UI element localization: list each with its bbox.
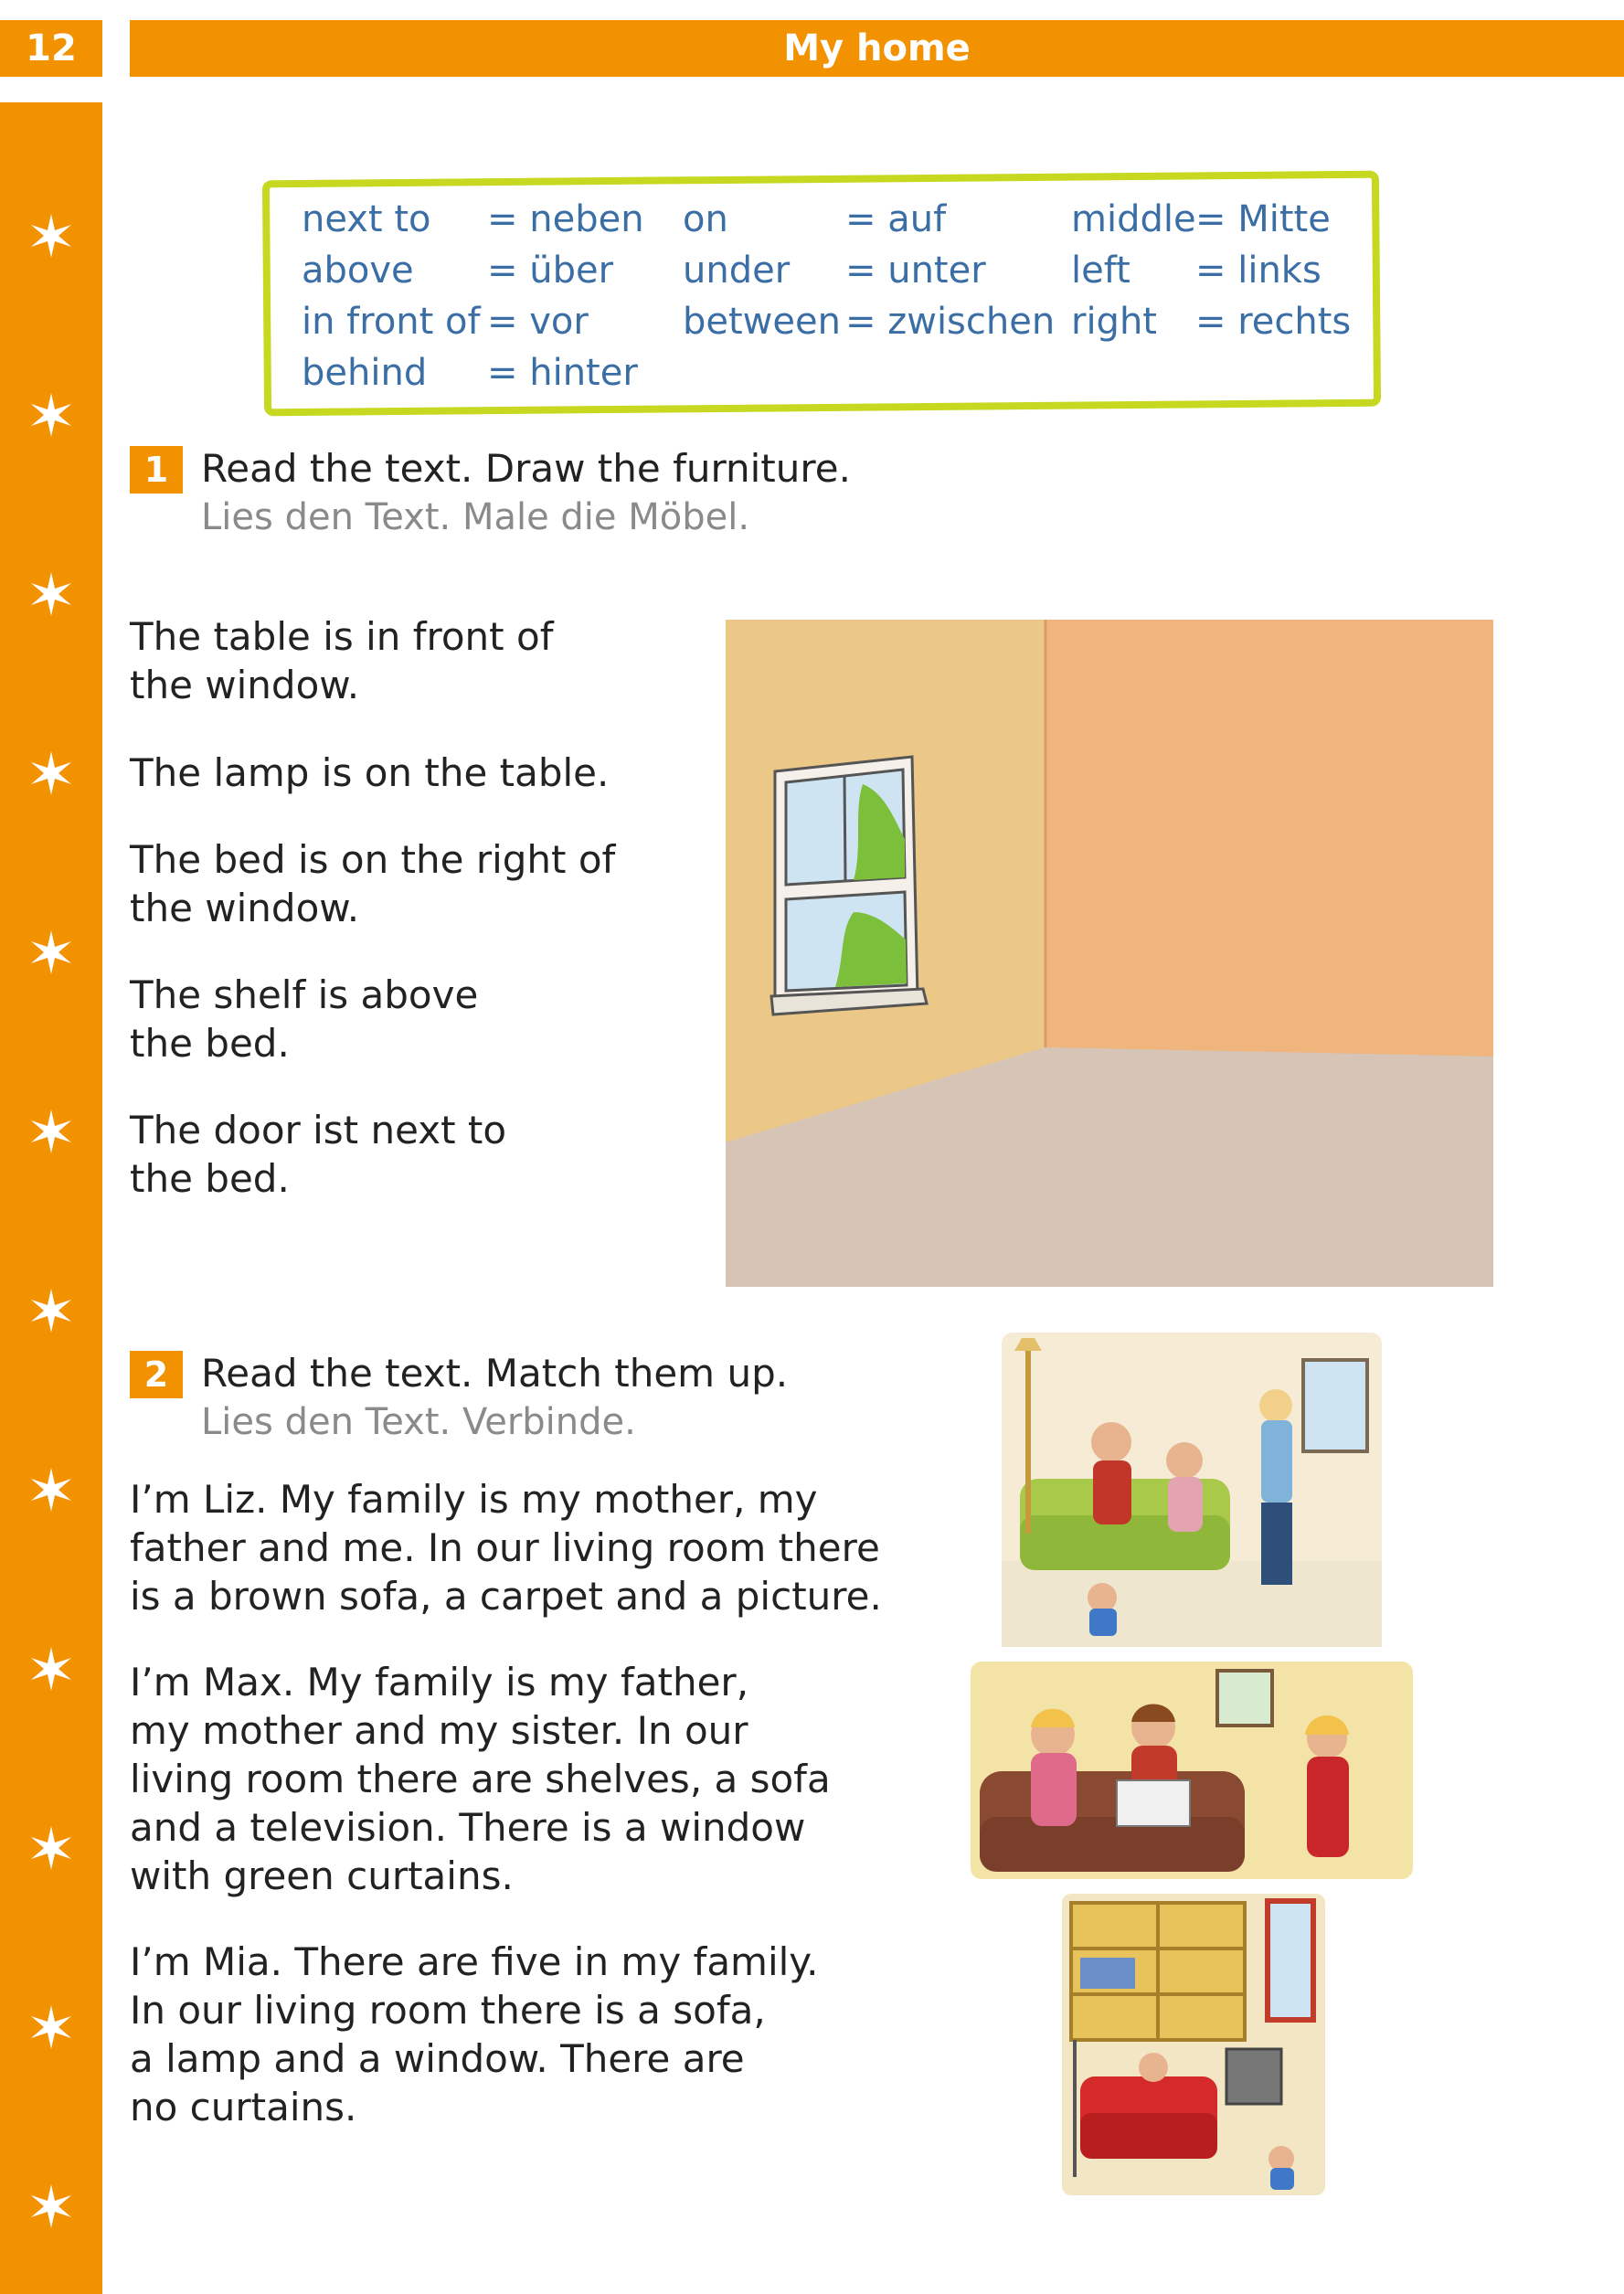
vocab-de: = rechts — [1195, 301, 1352, 343]
vocab-de: = Mitte — [1195, 198, 1331, 240]
star-icon — [26, 1643, 77, 1694]
sentence: The lamp is on the table. — [130, 750, 610, 795]
vocab-de: = zwischen — [845, 301, 1056, 343]
vocab-en: middle — [1071, 198, 1196, 240]
vocab-de: = unter — [845, 250, 986, 292]
vocab-en: above — [302, 250, 414, 292]
page-number: 12 — [0, 20, 102, 77]
vocab-en: on — [683, 198, 728, 240]
star-icon — [26, 1822, 77, 1874]
vocab-en: left — [1071, 250, 1130, 292]
sentence: The bed is on the right of the window. — [130, 837, 616, 930]
vocab-en: behind — [302, 352, 428, 394]
sentence: The table is in front of the window. — [130, 614, 554, 707]
paragraph: I’m Max. My family is my father, my mother and my sister. In our living room there are shelves, a sofa and a television. There is a window with green curtains. — [130, 1660, 831, 1898]
star-icon — [26, 210, 77, 261]
page-title: My home — [130, 20, 1624, 77]
window-icon — [771, 757, 927, 1014]
vocab-de: = über — [487, 250, 614, 292]
sentence: The door ist next to the bed. — [130, 1108, 507, 1201]
vocab-de: = links — [1195, 250, 1321, 292]
star-strip — [0, 102, 102, 2294]
star-icon — [26, 1285, 77, 1336]
star-icon — [26, 2181, 77, 2232]
paragraph: I’m Mia. There are five in my family. In our living room there is a sofa, a lamp and a window. There are no curtains. — [130, 1939, 819, 2129]
star-icon — [26, 1106, 77, 1157]
vocab-en: in front of — [302, 301, 481, 343]
vocab-en: between — [683, 301, 841, 343]
vocab-de: = neben — [487, 198, 644, 240]
task-number: 2 — [130, 1351, 183, 1398]
living-room-picture-green-sofa — [1002, 1333, 1382, 1647]
star-icon — [26, 927, 77, 978]
task-instruction-en: Read the text. Draw the furniture. — [201, 446, 851, 491]
star-icon — [26, 389, 77, 441]
star-icon — [26, 1464, 77, 1515]
vocab-en: right — [1071, 301, 1157, 343]
vocab-de: = vor — [487, 301, 589, 343]
paragraph: I’m Liz. My family is my mother, my father and me. In our living room there is a brown sofa, a carpet and a picture. — [130, 1477, 882, 1619]
vocab-en: next to — [302, 198, 431, 240]
vocab-de: = hinter — [487, 352, 638, 394]
star-icon — [26, 2002, 77, 2053]
star-icon — [26, 568, 77, 620]
task-instruction-de: Lies den Text. Male die Möbel. — [201, 496, 750, 538]
vocab-en: under — [683, 250, 791, 292]
vocab-de: = auf — [845, 198, 947, 240]
task-instruction-en: Read the text. Match them up. — [201, 1351, 789, 1396]
sentence: The shelf is above the bed. — [130, 972, 479, 1066]
living-room-picture-brown-sofa — [971, 1662, 1413, 1879]
task-number: 1 — [130, 446, 183, 494]
empty-room-illustration — [726, 620, 1493, 1287]
living-room-picture-shelves — [1062, 1894, 1325, 2195]
task-instruction-de: Lies den Text. Verbinde. — [201, 1401, 636, 1443]
star-icon — [26, 748, 77, 799]
